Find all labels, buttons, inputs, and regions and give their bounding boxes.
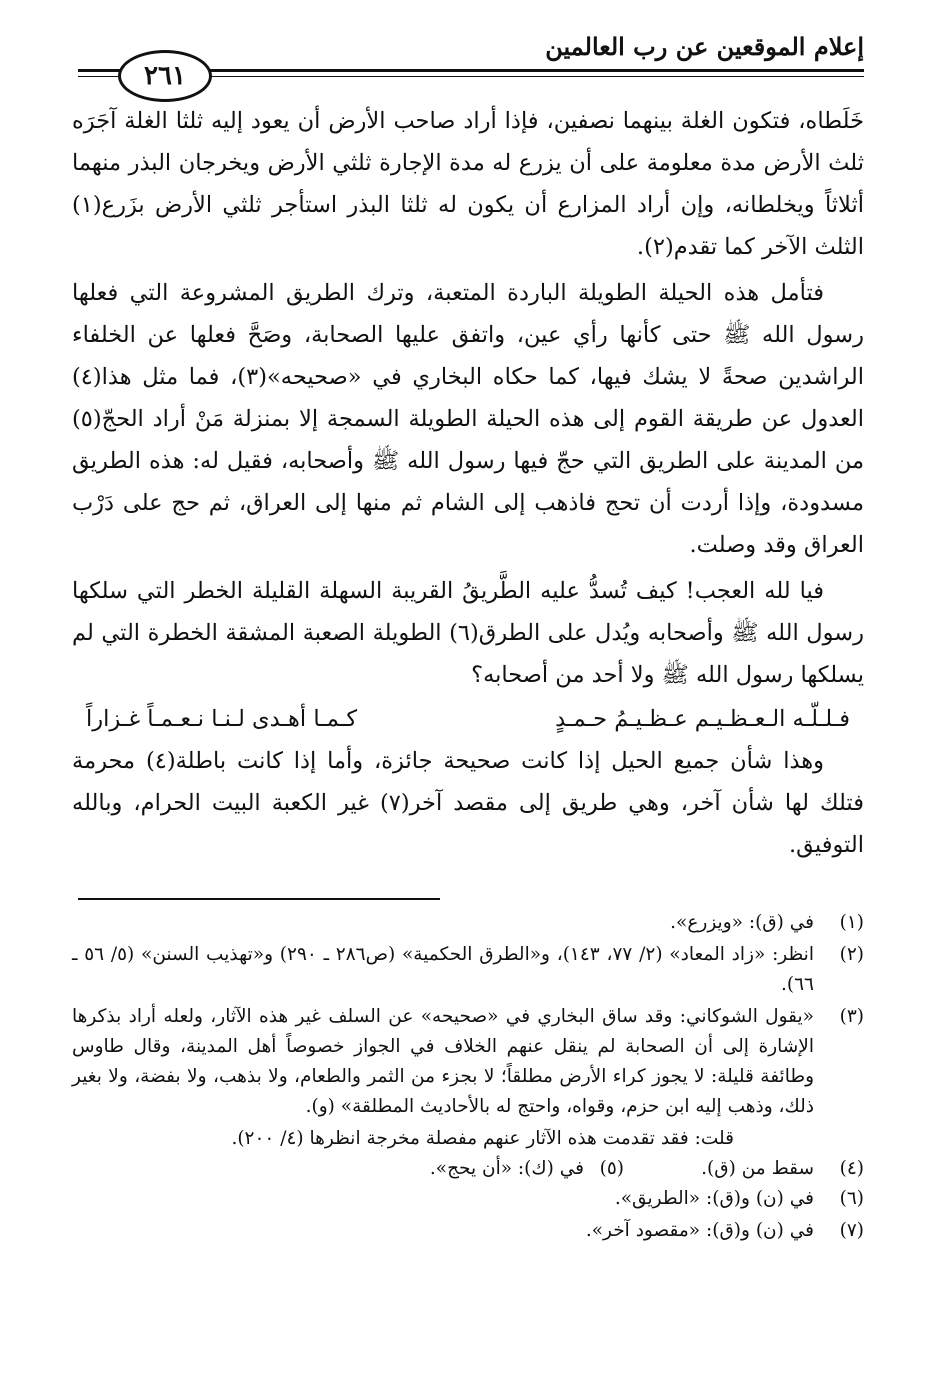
footnotes — [72, 908, 864, 1248]
footnote-number: (٣) — [839, 1006, 864, 1027]
main-text — [72, 100, 864, 866]
footnote-number: (٢) — [839, 944, 864, 965]
footnote-text: سقط من (ق). — [701, 1158, 814, 1179]
footnote-text: في (ن) و(ق): «الطريق». — [614, 1188, 814, 1209]
footnote-4-5 — [72, 1154, 864, 1184]
footnote-3 — [72, 1002, 864, 1122]
footnote-number: (٧) — [839, 1220, 864, 1241]
poetry-verse — [72, 698, 864, 740]
footnote-1 — [72, 908, 864, 938]
footnote-2 — [72, 940, 864, 1000]
footnote-number: (٥) — [599, 1158, 624, 1179]
footnote-4 — [624, 1154, 864, 1184]
paragraph-3: فيا لله العجب! كيف تُسدُّ عليه الطَّريقُ القريبة السهلة القليلة الخطر التي سلكها رسول الله ﷺ وأصحابه ويُدل على الطرق(٦) الطويلة الصعبة المشقة الخطرة التي لم يسلكها رسول الله ﷺ ولا أحد من أصحابه؟ — [72, 578, 864, 688]
footnote-number: (١) — [839, 912, 864, 933]
editor-note: قلت: فقد تقدمت هذه الآثار عنهم مفصلة مخرجة انظرها (٤/ ٢٠٠). — [231, 1128, 734, 1149]
book-title: إعلام الموقعين عن رب العالمين — [545, 32, 864, 61]
footnote-number: (٤) — [839, 1158, 864, 1179]
footnote-7 — [72, 1216, 864, 1246]
footnote-6 — [72, 1184, 864, 1214]
footnote-separator — [78, 898, 440, 900]
footnote-text: في (ن) و(ق): «مقصود آخر». — [585, 1220, 814, 1241]
verse-second-hemistich: كـمـا أهـدى لـنـا نـعـمـاً غـزاراً — [86, 706, 358, 732]
footnote-text: في (ق): «ويزرع». — [670, 912, 814, 933]
paragraph-4: وهذا شأن جميع الحيل إذا كانت صحيحة جائزة، وأما إذا كانت باطلة(٤) محرمة فتلك لها شأن آخر، وهي طريق إلى مقصد آخر(٧) غير الكعبة البيت الحرام، وبالله التوفيق. — [72, 748, 864, 858]
paragraph-1: خَلَطاه، فتكون الغلة بينهما نصفين، فإذا أراد صاحب الأرض أن يعود إليه ثلثا الغلة آجَرَه ثلث الأرض مدة معلومة على أن يزرع له مدة الإجارة ثلثي الأرض ويخرجان البذر منهما أثلاثاً ويخلطانه، وإن أراد المزارع أن يكون له ثلثا البذر استأجر ثلثي الأرض بزَرع(١) الثلث الآخر كما تقدم(٢). — [72, 108, 864, 260]
page-number: ٢٦١ — [144, 61, 186, 91]
footnote-text: «يقول الشوكاني: وقد ساق البخاري في «صحيحه» عن السلف غير هذه الآثار، ولعله أراد بذكرها الإشارة إلى أن الصحابة لم ينقل عنهم الخلاف في الجواز خصوصاً أهل المدينة، وقال طاوس وطائفة قليلة: لا يجوز كراء الأرض مطلقاً؛ لا بجزء من الثمر والطعام، ولا بذهب، ولا بفضة، ولا بغير ذلك، وذهب إليه ابن حزم، وقواه، واحتج له بالأحاديث المطلقة» (و). — [72, 1006, 815, 1117]
footnote-5 — [430, 1154, 624, 1184]
paragraph-2: فتأمل هذه الحيلة الطويلة الباردة المتعبة، وترك الطريق المشروعة التي فعلها رسول الله ﷺ حتى كأنها رأي عين، واتفق عليها الصحابة، وصَحَّ فعلها عن الخلفاء الراشدين صحةً لا يشك فيها، كما حكاه البخاري في «صحيحه»(٣)، فما مثل هذا(٤) العدول عن طريقة القوم إلى هذه الحيلة الطويلة السمجة إلا بمنزلة مَنْ أراد الحجّ(٥) من المدينة على الطريق التي حجّ فيها رسول الله ﷺ وأصحابه، فقيل له: هذه الطريق مسدودة، وإذا أردت أن تحج فاذهب إلى الشام ثم منها إلى العراق، ثم حج على دَرْب العراق وقد وصلت. — [72, 280, 865, 558]
verse-first-hemistich: فـلـلّـه الـعـظـيـم عـظـيـمُ حـمـدٍ — [555, 706, 850, 732]
footnote-text: في (ك): «أن يحج». — [429, 1158, 584, 1179]
footnote-text: انظر: «زاد المعاد» (٢/ ٧٧، ١٤٣)، و«الطرق الحكمية» (ص٢٨٦ ـ ٢٩٠) و«تهذيب السنن» (٥/ ٥٦ ـ ٦٦). — [72, 944, 814, 995]
footnote-number: (٦) — [839, 1188, 864, 1209]
page-number-badge — [118, 50, 212, 102]
